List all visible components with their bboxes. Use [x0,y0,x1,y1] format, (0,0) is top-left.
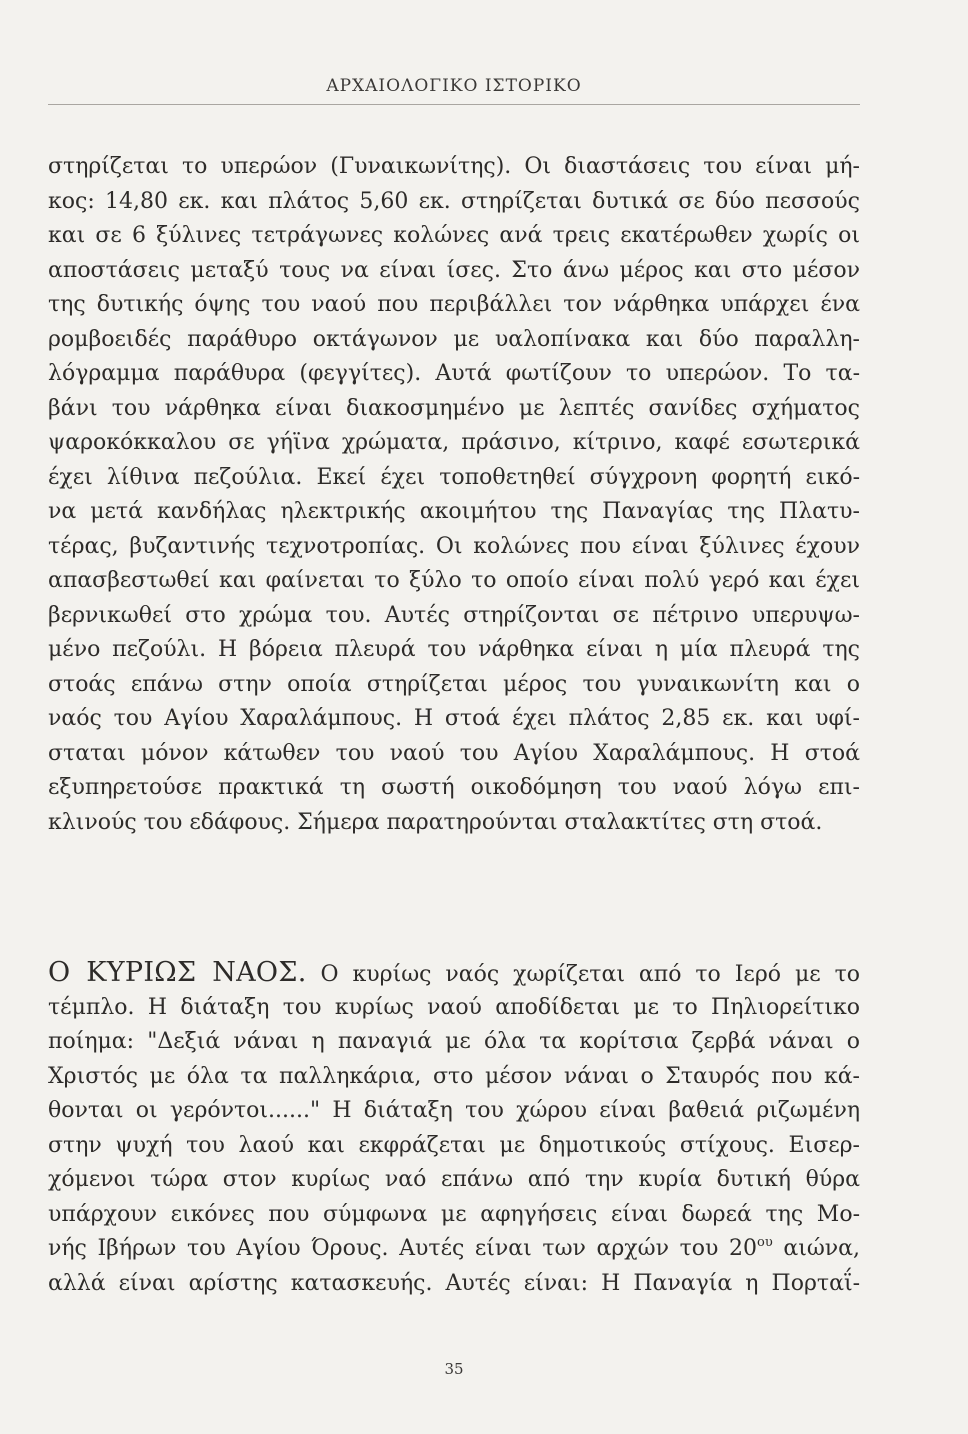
paragraph-main-nave [48,956,860,1301]
section-heading: Ο ΚΥΡΙΩΣ ΝΑΟΣ. [48,957,307,988]
text-line: στοάς επάνω στην οποία στηρίζεται μέρος του γυναικωνίτη και ο [48,671,860,697]
text-line: λόγραμμα παράθυρα (φεγγίτες). Αυτά φωτίζουν το υπερώον. Το τα- [48,361,860,386]
text-line: Χριστός με όλα τα παλληκάρια, στο μέσον νάναι ο Σταυρός που κά- [48,1063,860,1089]
text-line: ποίημα: "Δεξιά νάναι η παναγιά με όλα τα κορίτσια ζερβά νάναι ο [48,1029,860,1054]
text-line: τέμπλο. Η διάταξη του κυρίως ναού αποδίδεται με το Πηλιορείτικο [48,994,860,1020]
heading-line-text: Ο κυρίως ναός χωρίζεται από το Ιερό με το [306,962,860,987]
text-line: ρομβοειδές παράθυρο οκτάγωνον με υαλοπίνακα και δύο παραλλη- [48,326,860,352]
text-line [48,1232,860,1267]
century-rest: αιώνα, [772,1236,861,1261]
text-line: έχει λίθινα πεζούλια. Εκεί έχει τοποθετηθεί σύγχρονη φορητή εικό- [48,464,860,490]
text-line: της δυτικής όψης του ναού που περιβάλλει τον νάρθηκα υπάρχει ένα [48,292,860,317]
text-line: κος: 14,80 εκ. και πλάτος 5,60 εκ. στηρίζεται δυτικά σε δύο πεσσούς [48,188,860,214]
text-line [48,956,860,991]
text-line: υπάρχουν εικόνες που σύμφωνα με αφηγήσεις είναι δωρεά της Μο- [48,1201,860,1227]
text-line: τέρας, βυζαντινής τεχνοτροπίας. Οι κολώνες που είναι ξύλινες έχουν [48,533,860,559]
text-line: και σε 6 ξύλινες τετράγωνες κολώνες ανά τρεις εκατέρωθεν χωρίς οι [48,223,860,248]
text-line: κλινούς του εδάφους. Σήμερα παρατηρούνται σταλακτίτες στη στοά. [48,809,823,835]
text-line: μένο πεζούλι. Η βόρεια πλευρά του νάρθηκα είναι η μία πλευρά της [48,637,860,662]
text-line: ψαροκόκκαλου σε γήϊνα χρώματα, πράσινο, κίτρινο, καφέ εσωτερικά [48,430,860,455]
page-number: 35 [444,1360,464,1378]
text-line: ναός του Αγίου Χαραλάμπους. Η στοά έχει πλάτος 2,85 εκ. και υφί- [48,706,860,731]
text-line: αλλά είναι αρίστης κατασκευής. Αυτές είναι: Η Παναγία η Πορταΐ- [48,1270,860,1296]
century-ordinal-suffix: ου [757,1235,773,1250]
line-text: νής Ιβήρων του Αγίου Όρους. Αυτές είναι των αρχών του [48,1236,719,1261]
century-number: 20 [729,1236,757,1261]
text-line: σταται μόνον κάτωθεν του ναού του Αγίου Χαραλάμπους. Η στοά [48,740,860,766]
header-rule [48,104,860,105]
text-line: στηρίζεται το υπερώον (Γυναικωνίτης). Οι διαστάσεις του είναι μή- [48,154,860,179]
text-line: στην ψυχή του λαού και εκφράζεται με δημοτικούς στίχους. Εισερ- [48,1132,860,1158]
text-line: βάνι του νάρθηκα είναι διακοσμημένο με λεπτές σανίδες σχήματος [48,395,860,421]
text-line: απασβεστωθεί και φαίνεται το ξύλο το οποίο είναι πολύ γερό και έχει [48,568,860,593]
text-line: χόμενοι τώρα στον κυρίως ναό επάνω από την κυρία δυτική θύρα [48,1167,860,1192]
running-header: ΑΡΧΑΙΟΛΟΓΙΚΟ ΙΣΤΟΡΙΚΟ [326,76,582,96]
paragraph-narthex [48,150,860,840]
text-line: θονται οι γερόντοι......" Η διάταξη του χώρου είναι βαθειά ριζωμένη [48,1098,860,1123]
text-line: βερνικωθεί στο χρώμα του. Αυτές στηρίζονται σε πέτρινο υπερυψω- [48,602,860,628]
text-line: να μετά κανδήλας ηλεκτρικής ακοιμήτου της Παναγίας της Πλατυ- [48,499,860,524]
text-line: αποστάσεις μεταξύ τους να είναι ίσες. Στο άνω μέρος και στο μέσον [48,257,860,283]
text-line: εξυπηρετούσε πρακτικά τη σωστή οικοδόμηση του ναού λόγω επι- [48,775,860,800]
